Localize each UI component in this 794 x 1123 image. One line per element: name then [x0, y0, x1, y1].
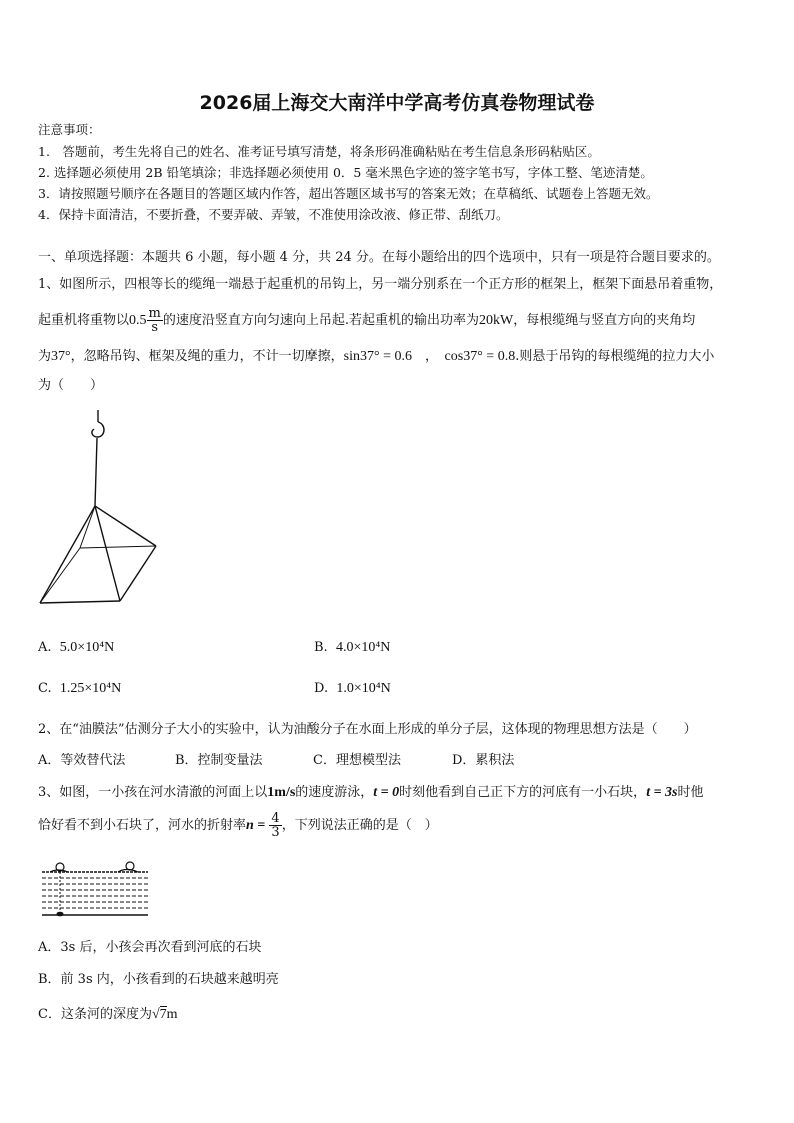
q3-line2: 恰好看不到小石块了，河水的折射率n = $\frac{4}{3}$ ，下列说法正确的是（ ） — [38, 811, 438, 840]
hook-icon — [92, 422, 104, 437]
q1-speed-unit: $\frac{m}{s}$ — [148, 306, 161, 335]
q1-line3: 为37°，忽略吊钩、框架及绳的重力，不计一切摩擦，sin37° = 0.6 ， cos37° = 0.8.则悬于吊钩的每根缆绳的拉力大小 — [38, 349, 715, 364]
hook-cable — [95, 438, 97, 506]
q3-refractive-index: $\frac{4}{3}$ — [271, 811, 280, 840]
notice-heading: 注意事项： — [38, 122, 101, 137]
frame-right — [120, 546, 156, 601]
sqrt-icon: √ — [151, 1007, 160, 1022]
notice-item-2: 2. 选择题必须使用 2B 铅笔填涂；非选择题必须使用 0．5 毫米黑色字迹的签字笔书写，字体工整、笔迹清楚。 — [38, 165, 653, 180]
q1-line1: 1、如图所示，四根等长的缆绳一端悬于起重机的吊钩上，另一端分别系在一个正方形的框架上，框架下面悬吊着重物， — [38, 277, 723, 292]
q2-stem: 2、在“油膜法”估测分子大小的实验中，认为油酸分子在水面上形成的单分子层，这体现的物理思想方法是（ ） — [38, 722, 697, 737]
rope-back-left — [80, 506, 95, 548]
page-title: 2026届上海交大南洋中学高考仿真卷物理试卷 — [199, 92, 595, 114]
q1-power: 20kW — [478, 313, 514, 328]
q3-option-c[interactable]: C．这条河的深度为√7m — [38, 1007, 178, 1022]
q2-option-a[interactable]: A．等效替代法 — [38, 753, 126, 768]
q1-option-a[interactable]: A. 5.0×10⁴N — [38, 640, 115, 655]
q1-option-d[interactable]: D. 1.0×10⁴N — [314, 681, 391, 696]
q2-option-c[interactable]: C．理想模型法 — [313, 753, 401, 768]
notice-item-3: 3．请按照题号顺序在各题目的答题区域内作答，超出答题区域书写的答案无效；在草稿纸、试题卷上答题无效。 — [38, 186, 659, 201]
q1-option-b[interactable]: B. 4.0×10⁴N — [314, 640, 391, 655]
q3-line1: 3、如图，一小孩在河水清澈的河面上以1m/s的速度游泳，t = 0时刻他看到自己正下方的河底有一小石块，t = 3s时他 — [38, 785, 704, 800]
q2-option-d[interactable]: D．累积法 — [452, 753, 515, 768]
q1-line4: 为（ ） — [38, 378, 104, 393]
q1-speed: 0.5 — [129, 313, 147, 328]
section-heading: 一、单项选择题：本题共 6 小题，每小题 4 分，共 24 分。在每小题给出的四个选项中，只有一项是符合题目要求的。 — [38, 250, 720, 265]
q3-river-figure — [38, 860, 150, 920]
rope-front-left — [40, 506, 95, 603]
frame-back — [80, 546, 156, 548]
q2-option-b[interactable]: B．控制变量法 — [175, 753, 263, 768]
stone-icon — [57, 912, 63, 916]
swimmer-2-icon — [126, 862, 134, 870]
frame-front — [40, 601, 120, 603]
q3-option-b[interactable]: B．前 3s 内，小孩看到的石块越来越明亮 — [38, 972, 279, 987]
q1-line2: 起重机将重物以0.5 $\frac{m}{s}$ 的速度沿竖直方向匀速向上吊起.若起重机的输出功率为20kW，每根缆绳与竖直方向的夹角均 — [38, 306, 696, 335]
q1-sin: sin37° = 0.6 — [343, 349, 412, 364]
q1-option-c[interactable]: C. 1.25×10⁴N — [38, 681, 122, 696]
notice-item-4: 4．保持卡面清洁，不要折叠，不要弄破、弄皱，不准使用涂改液、修正带、刮纸刀。 — [38, 207, 509, 222]
frame-left — [40, 548, 80, 603]
q3-option-a[interactable]: A．3s 后，小孩会再次看到河底的石块 — [38, 940, 262, 955]
notice-item-1: 1. 答题前，考生先将自己的姓名、准考证号填写清楚，将条形码准确粘贴在考生信息条形码粘贴区。 — [38, 144, 600, 159]
q1-crane-figure — [36, 408, 162, 608]
q1-cos: cos37° = 0.8 — [444, 349, 516, 364]
